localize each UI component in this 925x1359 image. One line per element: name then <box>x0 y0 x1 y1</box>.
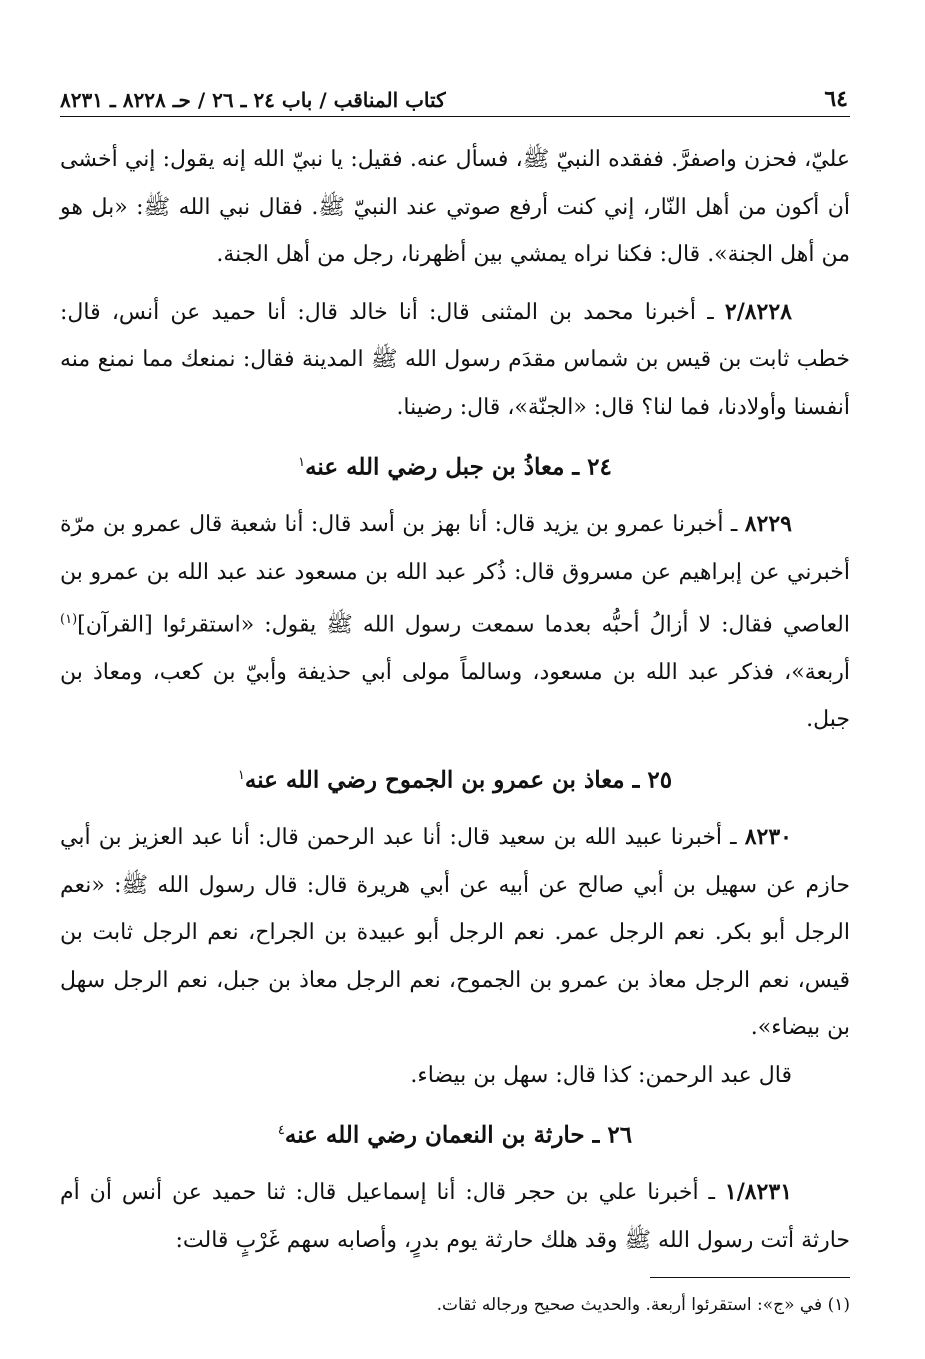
footnote-1: (١) في «ج»: استقرئوا أربعة. والحديث صحيح ورجاله ثقات. <box>436 1295 850 1315</box>
heading-footnote-mark: ١ <box>298 455 306 470</box>
hadith-text-cont: أربعة»، فذكر عبد الله بن مسعود، وسالماً مولى أبي حذيفة وأبيّ بن كعب، ومعاذ بن جبل. <box>60 659 850 733</box>
narrator-note <box>60 1052 850 1100</box>
hadith-number: ٢/٨٢٢٨ <box>724 298 792 325</box>
hadith-8231-1 <box>60 1169 850 1264</box>
hadith-text: ـ أخبرنا محمد بن المثنى قال: أنا خالد قال: أنا حميد عن أنس، قال: خطب ثابت بن قيس بن شماس مقدَم رسول الله ﷺ المدينة فقال: نمنعك مما نمنع منه أنفسنا وأولادنا، فما لنا؟ قال: «الجنّة»، قال: رضينا. <box>60 299 850 420</box>
hadith-text: ـ أخبرنا عبيد الله بن سعيد قال: أنا عبد الرحمن قال: أنا عبد العزيز بن أبي حازم عن سهيل بن أبي صالح عن أبيه عن أبي هريرة قال: قال رسول الله ﷺ: «نعم الرجل أبو بكر. نعم الرجل عمر. نعم الرجل أبو عبيدة بن الجراح، نعم الرجل ثابت بن قيس، نعم الرجل معاذ بن عمرو بن الجموح، نعم الرجل معاذ بن جبل، نعم الرجل سهل بن بيضاء». <box>60 825 850 1041</box>
footnote-marker: (١) <box>60 612 78 628</box>
heading-footnote-mark: ١ <box>237 767 245 783</box>
hadith-text: ـ أخبرنا عمرو بن يزيد قال: أنا بهز بن أسد قال: أنا شعبة قال عمرو بن مرّة أخبرني عن إبراهيم عن مسروق قال: ذُكر عبد الله بن مسعود عند عبد الله بن عمرو بن العاصي فقال: لا أزالُ أحبُّه بعدما سمعت رسول الله ﷺ يقول: «استقرئوا [القرآن] <box>60 512 850 638</box>
hadith-8230 <box>60 814 850 1052</box>
paragraph-text: عليّ، فحزن واصفرَّ. ففقده النبيّ ﷺ، فسأل عنه. فقيل: يا نبيّ الله إنه يقول: إني أخشى أن أكون من أهل النّار، إني كنت أرفع صوتي عند النبيّ ﷺ. فقال نبي الله ﷺ: «بل هو من أهل الجنة». قال: فكنا نراه يمشي بين أظهرنا، رجل من أهل الجنة. <box>60 147 850 267</box>
hadith-number: ١/٨٢٣١ <box>724 1179 793 1206</box>
heading-text: ٢٤ ـ معاذُ بن جبل رضي الله عنه <box>305 453 612 481</box>
hadith-text: ـ أخبرنا علي بن حجر قال: أنا إسماعيل قال: ثنا حميد عن أنس أن أم حارثة أتت رسول الله ﷺ وقد هلك حارثة يوم بدرٍ، وأصابه سهم غَرْبٍ قالت: <box>60 1180 850 1253</box>
heading-footnote-mark: ٤ <box>277 1123 285 1139</box>
page-body <box>60 136 850 1264</box>
header-title: كتاب المناقب / باب ٢٤ ـ ٢٦ / حـ ٨٢٢٨ ـ ٨٢٣١ <box>60 88 446 112</box>
heading-text: ٢٥ ـ معاذ بن عمرو بن الجموح رضي الله عنه <box>244 766 673 794</box>
hadith-8229 <box>60 501 850 744</box>
chapter-heading-25 <box>60 752 850 804</box>
paragraph-continued <box>60 136 850 279</box>
chapter-heading-24 <box>60 439 850 491</box>
chapter-heading-26 <box>60 1107 850 1159</box>
book-page <box>60 72 850 1332</box>
running-header <box>60 72 850 117</box>
page-number: ٦٤ <box>824 86 848 112</box>
note-text: قال عبد الرحمن: كذا قال: سهل بن بيضاء. <box>410 1062 792 1088</box>
footnote-separator <box>650 1277 850 1278</box>
hadith-number: ٨٢٣٠ <box>744 824 792 851</box>
hadith-number: ٨٢٢٩ <box>744 511 792 538</box>
heading-text: ٢٦ ـ حارثة بن النعمان رضي الله عنه <box>284 1121 633 1149</box>
hadith-8228-2 <box>60 289 850 432</box>
